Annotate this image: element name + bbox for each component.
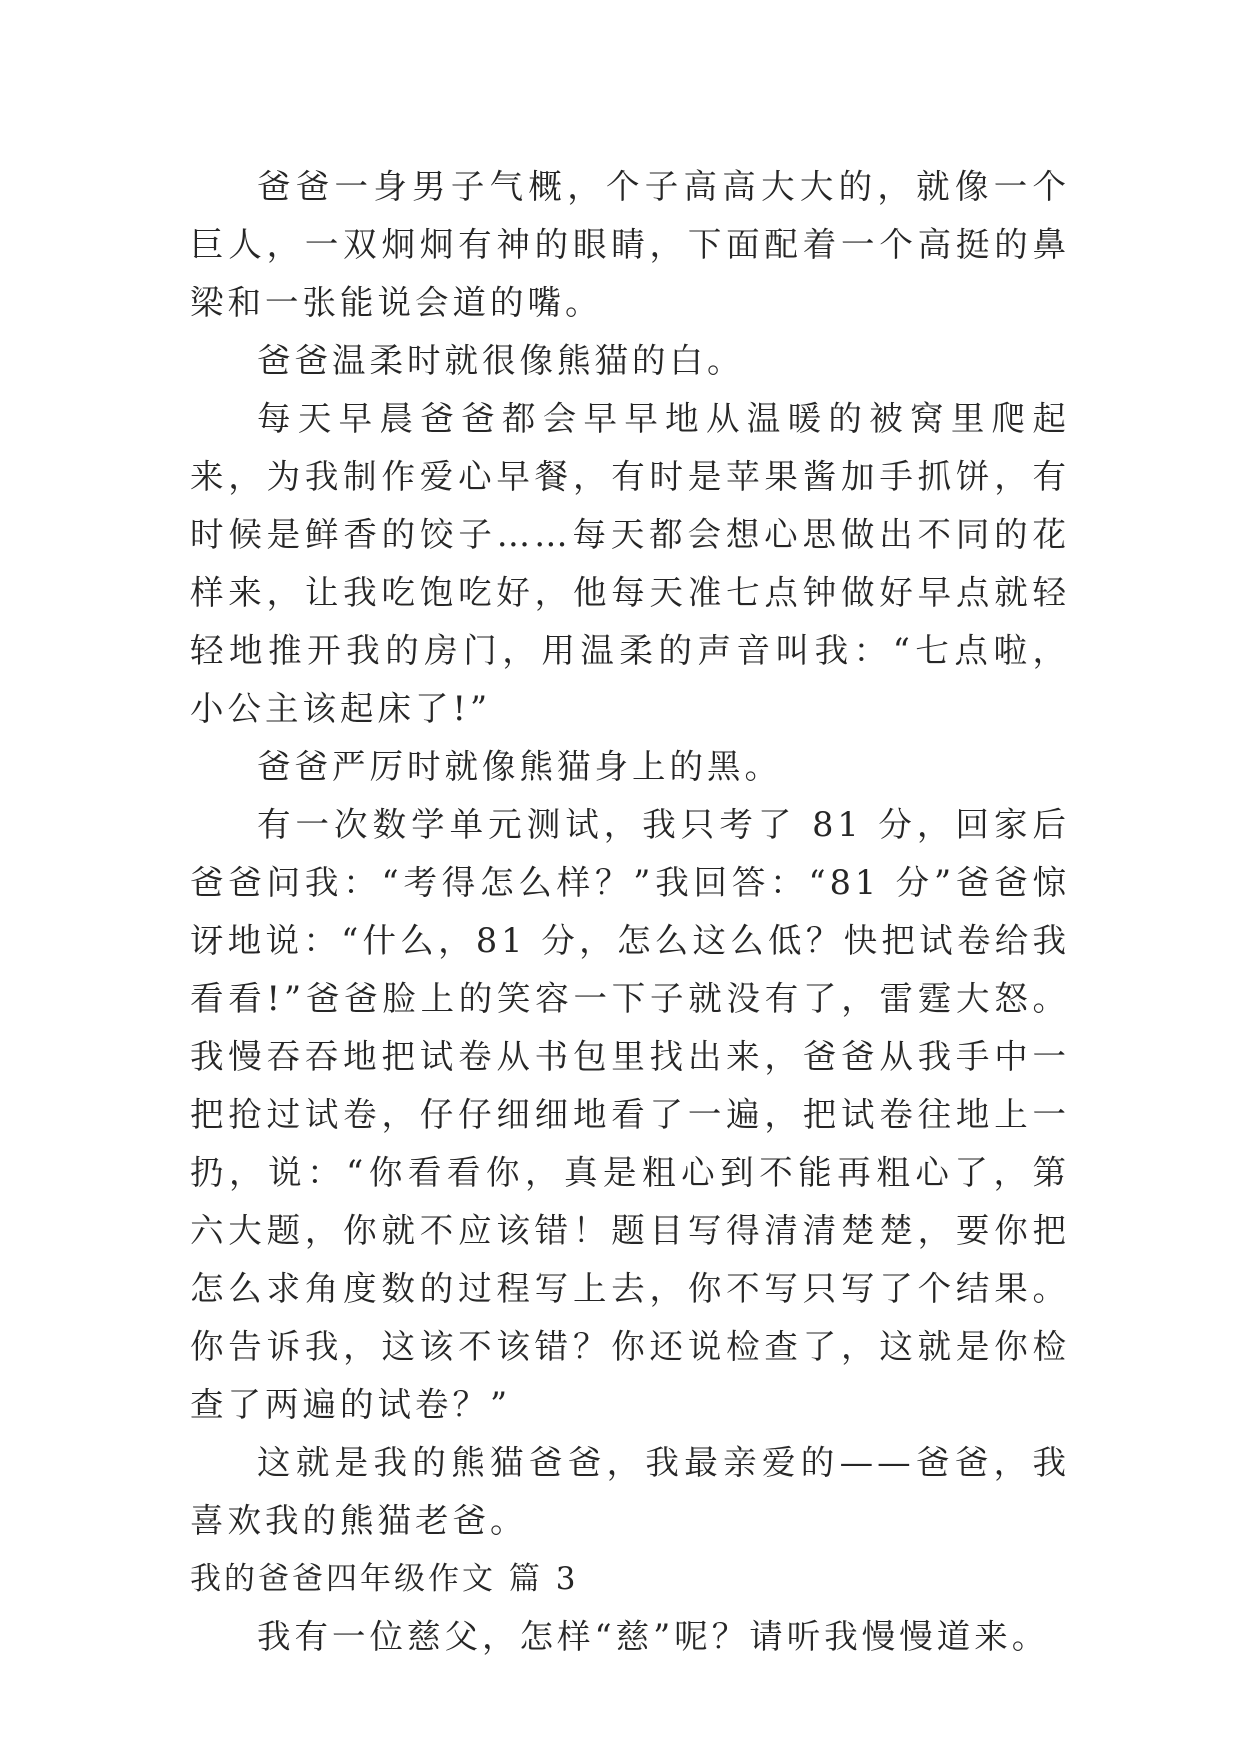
paragraph-breakfast: 每天早晨爸爸都会早早地从温暖的被窝里爬起来，为我制作爱心早餐，有时是苹果酱加手抓饼，有时候是鲜香的饺子……每天都会想心思做出不同的花样来，让我吃饱吃好，他每天准七点钟做好早点就轻轻地推开我的房门，用温柔的声音叫我：“七点啦，小公主该起床了!” (190, 399, 1070, 728)
paragraph-kind-father: 我有一位慈父，怎样“慈”呢？请听我慢慢道来。 (257, 1617, 1050, 1656)
paragraph-conclusion: 这就是我的熊猫爸爸，我最亲爱的——爸爸，我喜欢我的熊猫老爸。 (190, 1443, 1070, 1540)
paragraph-father-appearance: 爸爸一身男子气概，个子高高大大的，就像一个巨人，一双炯炯有神的眼睛，下面配着一个高挺的鼻梁和一张能说会道的嘴。 (190, 167, 1070, 322)
paragraph-math-test: 有一次数学单元测试，我只考了 81 分，回家后爸爸问我：“考得怎么样？”我回答：“81 分”爸爸惊讶地说：“什么，81 分，怎么这么低？快把试卷给我看看!”爸爸脸上的笑容一下子就没有了，雷霆大怒。我慢吞吞地把试卷从书包里找出来，爸爸从我手中一把抢过试卷，仔仔细细地看了一遍，把试卷往地上一扔，说：“你看看你，真是粗心到不能再粗心了，第六大题，你就不应该错！题目写得清清楚楚，要你把怎么求角度数的过程写上去，你不写只写了个结果。你告诉我，这该不该错？你还说检查了，这就是你检查了两遍的试卷？” (190, 805, 1070, 1424)
paragraph-gentle-white: 爸爸温柔时就很像熊猫的白。 (257, 341, 745, 380)
section-heading: 我的爸爸四年级作文 篇 3 (190, 1561, 579, 1597)
document-body (190, 158, 1070, 1666)
paragraph-strict-black: 爸爸严厉时就像熊猫身上的黑。 (257, 747, 782, 786)
